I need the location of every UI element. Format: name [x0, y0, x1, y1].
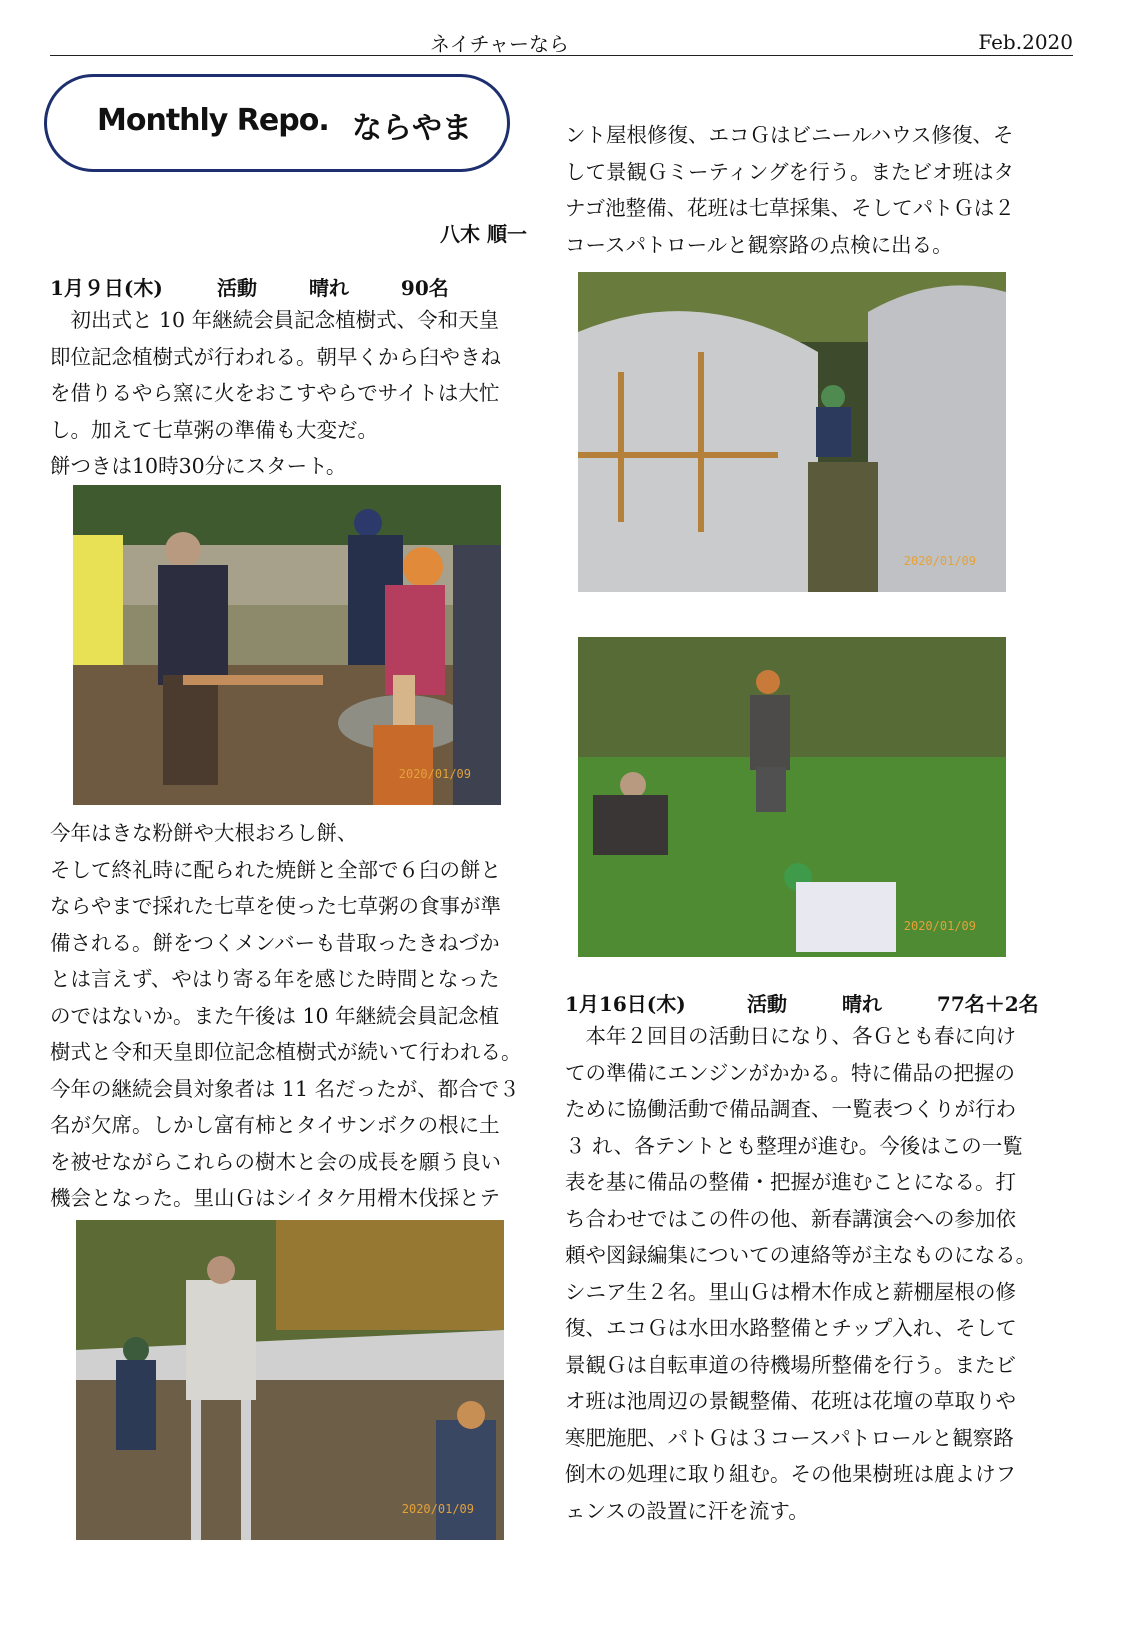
- activity-type: 活動: [746, 992, 787, 1016]
- header-divider: [50, 55, 1073, 56]
- activity-type: 活動: [216, 276, 257, 300]
- section-badge: [44, 74, 510, 172]
- activity-count: 77名＋2名: [936, 992, 1039, 1016]
- issue-date: Feb.2020: [978, 30, 1073, 54]
- badge-monthly-repo: Monthly Repo.: [97, 103, 329, 138]
- report-paragraph-2: 今年はきな粉餅や大根おろし餅、 そして終礼時に配られた焼餅と全部で６臼の餅と ならやまで採れた七草を使った七草粥の食事が準 備される。餅をつくメンバーも昔取ったきねづか とは言えず、やはり寄る年を感じた時間となった のではないか。また午後は 10 年継続会員記念植 樹式と令和天皇即位記念植樹式が続いて行われる。 今年の継続会員対象者は 11 名だったが、都合で３ 名が欠席。しかし富有柿とタイサンボクの根に土 を被せながらこれらの樹木と会の成長を願う良い 機会となった。里山Ｇはシイタケ用榾木伐採とテ: [50, 821, 522, 1210]
- newsletter-title: ネイチャーなら: [430, 32, 569, 56]
- activity-date: 1月16日(木): [565, 992, 686, 1016]
- photo-timestamp: 2020/01/09: [398, 767, 471, 781]
- report-paragraph-1: 初出式と 10 年継続会員記念植樹式、令和天皇 即位記念植樹式が行われる。朝早くから臼やきね を借りるやら窯に火をおこすやらでサイトは大忙 し。加えて七草粥の準備も大変だ。 餅つきは10時30分にスタート。: [50, 308, 501, 478]
- report-paragraph-3: ント屋根修復、エコＧはビニールハウス修復、そ して景観Ｇミーティングを行う。またビオ班はタ ナゴ池整備、花班は七草採集、そしてパトＧは２ コースパトロールと観察路の点検に出る。: [565, 123, 1015, 257]
- photo-timestamp: 2020/01/09: [401, 1502, 474, 1516]
- photo-timestamp: 2020/01/09: [903, 554, 976, 568]
- activity-weather: 晴れ: [841, 992, 882, 1016]
- activity-heading-2: [565, 988, 1039, 1017]
- report-paragraph-4: 本年２回目の活動日になり、各Ｇとも春に向け ての準備にエンジンがかかる。特に備品の把握の ために協働活動で備品調査、一覧表つくりが行わ ３ れ、各テントとも整理が進む。今後はこの一覧 表を基に備品の整備・把握が進むことになる。打 ち合わせではこの件の他、新春講演会への参加依 頼や図録編集についての連絡等が主なものになる。 シニア生２名。里山Ｇは榾木作成と薪棚屋根の修 復、エコＧは水田水路整備とチップ入れ、そして 景観Ｇは自転車道の待機場所整備を行う。またビ オ班は池周辺の景観整備、花班は花壇の草取りや 寒肥施肥、パトＧは３コースパトロールと観察路 倒木の処理に取り組む。その他果樹班は鹿よけフ ェンスの設置に汗を流す。: [565, 1024, 1037, 1523]
- activity-date: 1月９日(木): [50, 276, 163, 300]
- activity-heading-1: [50, 272, 449, 301]
- activity-weather: 晴れ: [308, 276, 349, 300]
- badge-narayama: ならやま: [352, 111, 472, 146]
- activity-count: 90名: [400, 276, 449, 300]
- photo-mochi-pounding: [73, 485, 501, 805]
- photo-greenhouse-repair: [578, 272, 1006, 592]
- photo-herb-gathering: [578, 637, 1006, 957]
- photo-tent-repair: [76, 1220, 504, 1540]
- author-name: 八木 順一: [440, 222, 527, 246]
- photo-timestamp: 2020/01/09: [903, 919, 976, 933]
